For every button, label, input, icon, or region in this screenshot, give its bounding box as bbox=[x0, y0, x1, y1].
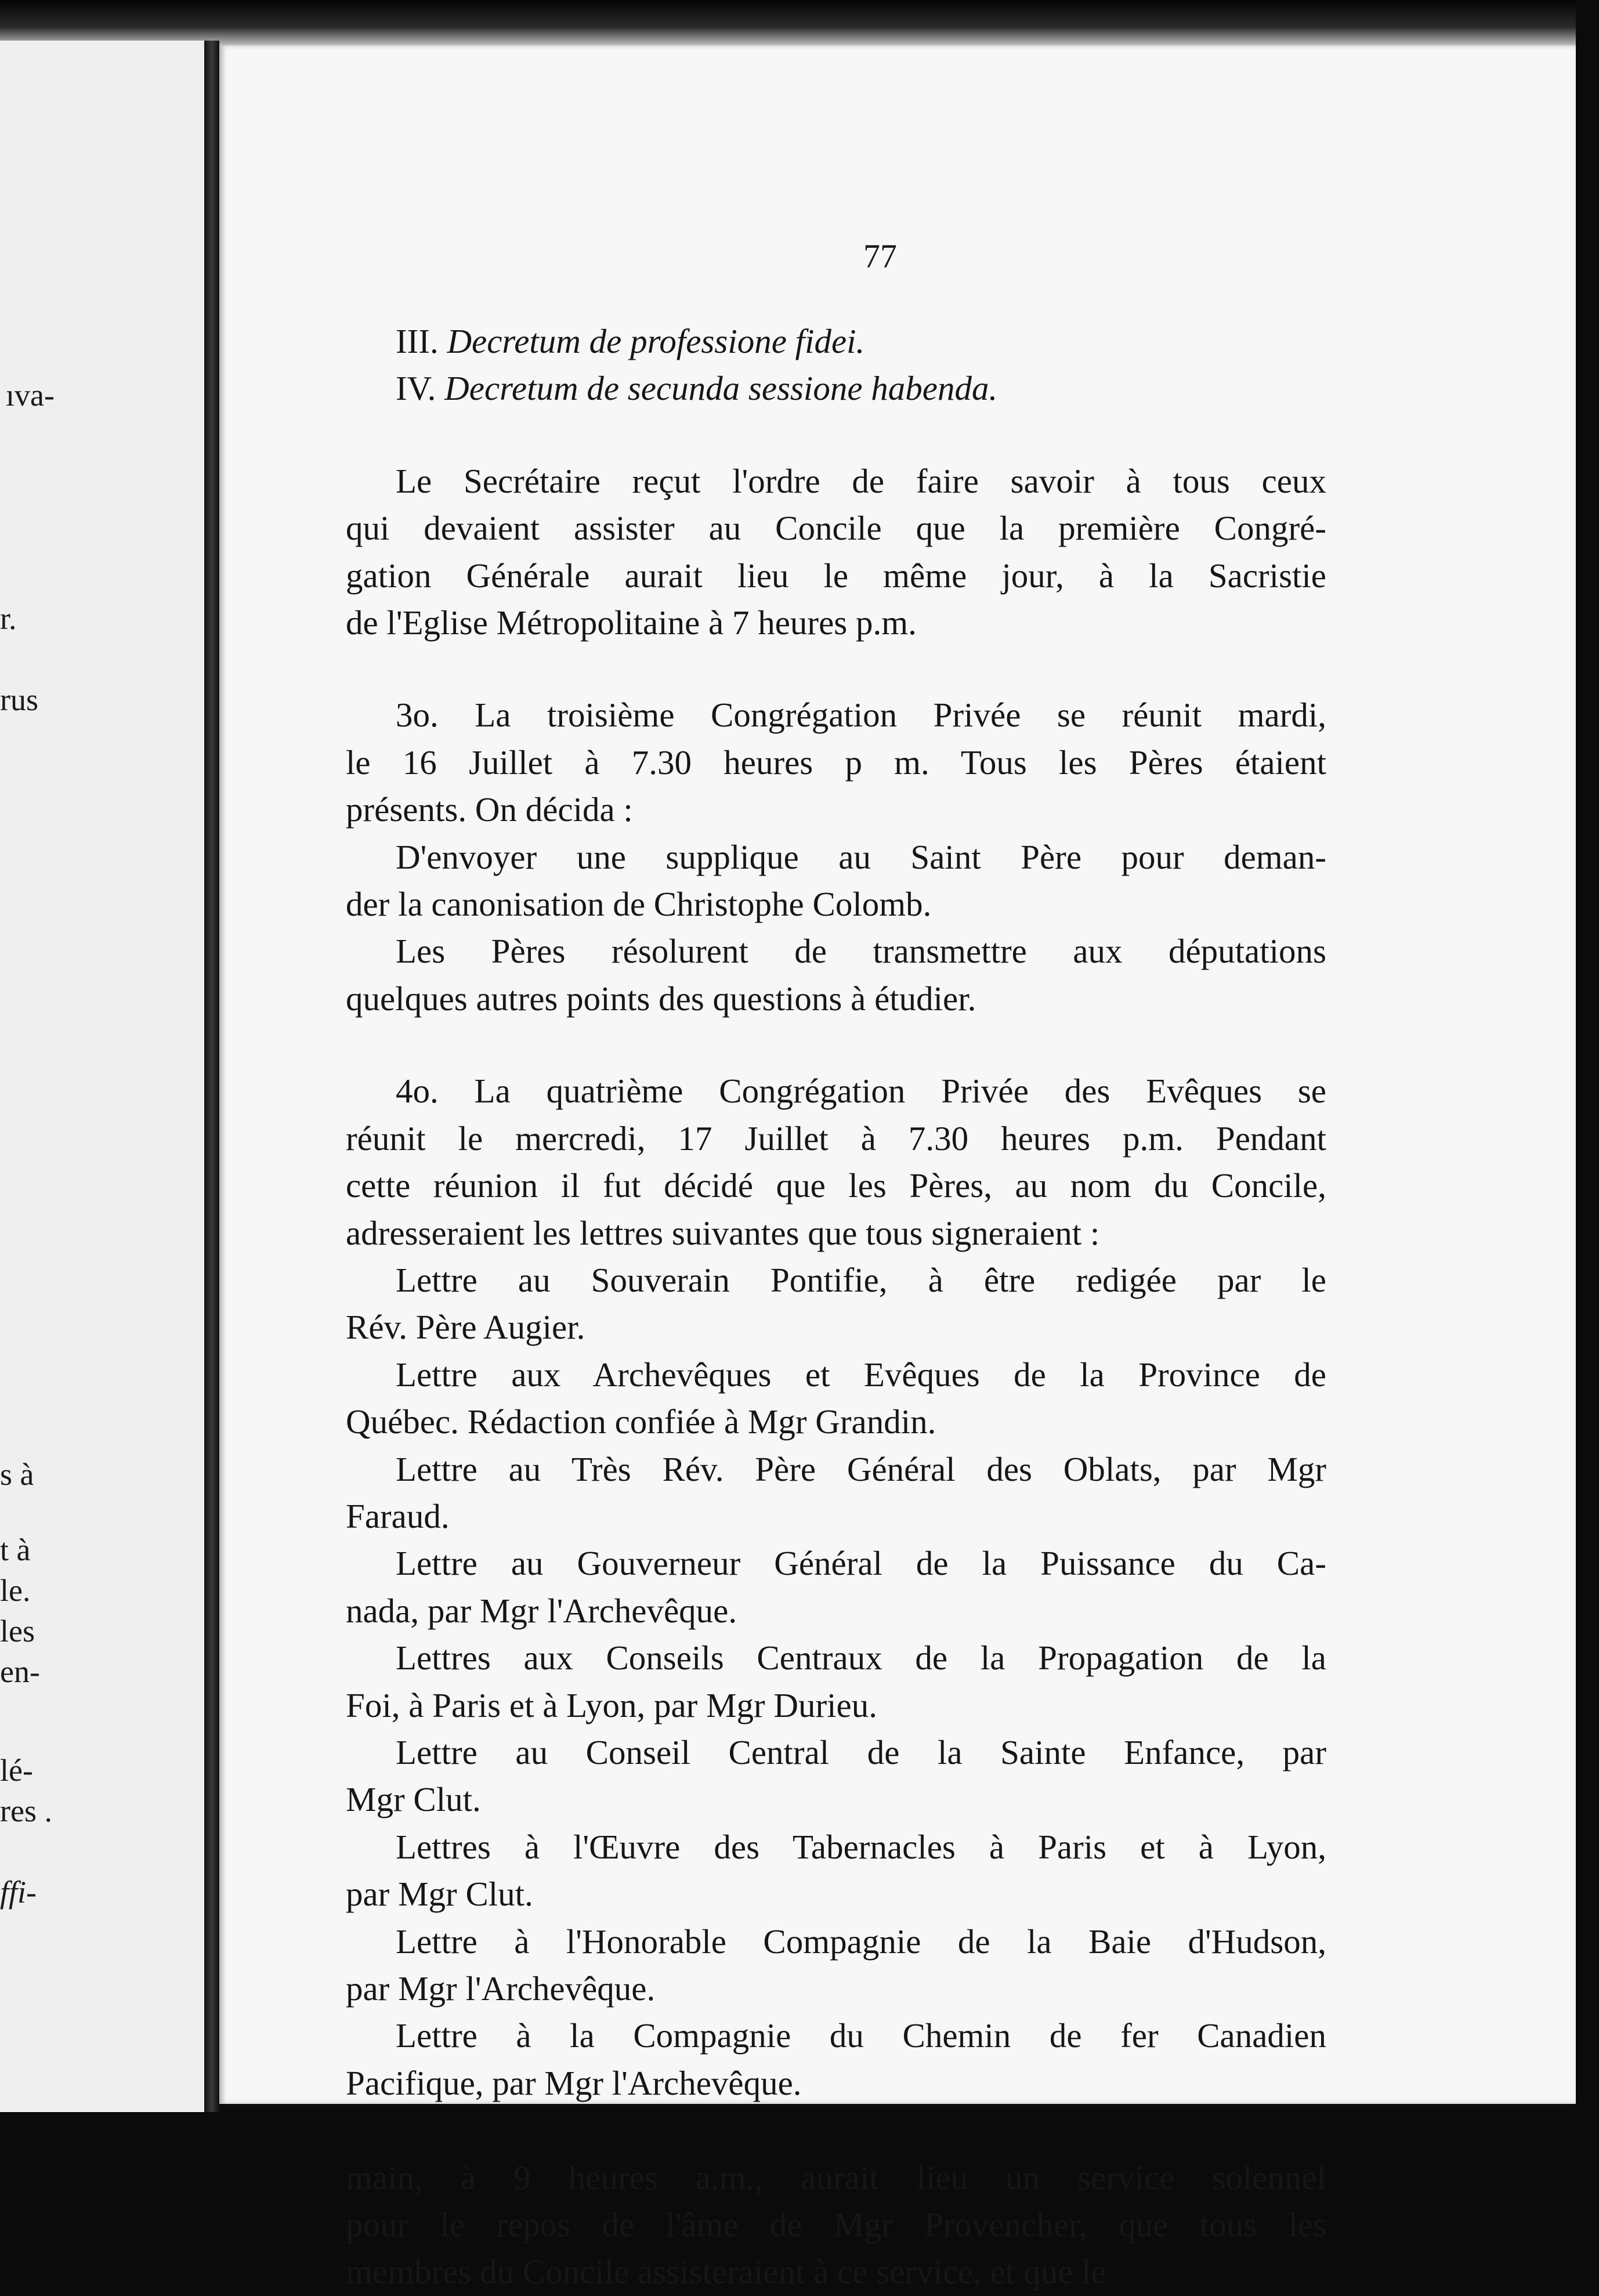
text-line: Les Pères résolurent de transmettre aux députations bbox=[396, 932, 1326, 971]
text-line: par Mgr Clut. bbox=[346, 1875, 533, 1914]
paragraph bbox=[346, 1918, 1326, 2013]
text-line: présents. On décida : bbox=[346, 790, 633, 829]
paragraph-gap bbox=[346, 413, 1326, 458]
text-line: Lettres à l'Œuvre des Tabernacles à Paris et à Lyon, bbox=[396, 1827, 1326, 1866]
decree-line bbox=[346, 318, 1326, 365]
text-line: le 16 Juillet à 7.30 heures p m. Tous les Pères étaient bbox=[346, 743, 1326, 782]
text-line: Lettre au Souverain Pontifie, à être redigée par le bbox=[396, 1260, 1326, 1299]
paragraph bbox=[346, 1068, 1326, 1257]
paragraph-gap bbox=[346, 1022, 1326, 1068]
paragraph bbox=[346, 1540, 1326, 1635]
text-line: 4o. La quatrième Congrégation Privée des Evêques se bbox=[396, 1072, 1326, 1111]
paragraph bbox=[346, 1446, 1326, 1541]
left-fragment: en- bbox=[0, 1654, 40, 1689]
text-line: qui devaient assister au Concile que la première Congré- bbox=[346, 509, 1326, 548]
text-line: nada, par Mgr l'Archevêque. bbox=[346, 1591, 737, 1630]
left-fragment: rus bbox=[0, 682, 38, 717]
decree-title: Decretum de professione fidei. bbox=[447, 322, 865, 360]
text-line: Lettre à la Compagnie du Chemin de fer Canadien bbox=[396, 2016, 1326, 2055]
text-line: Mgr Clut. bbox=[346, 1780, 481, 1819]
paragraph bbox=[346, 458, 1326, 647]
page-number: 77 bbox=[863, 237, 897, 275]
text-line: Faraud. bbox=[346, 1496, 450, 1535]
decree-line bbox=[346, 365, 1326, 412]
text-line: Lettres aux Conseils Centraux de la Propagation de la bbox=[396, 1639, 1326, 1677]
text-line: cette réunion il fut décidé que les Pères, au nom du Concile, bbox=[346, 1166, 1326, 1205]
text-line: 3o. La troisième Congrégation Privée se réunit mardi, bbox=[396, 696, 1326, 735]
scan-top-edge bbox=[0, 0, 1599, 45]
left-fragment: t à bbox=[0, 1532, 31, 1567]
text-line: der la canonisation de Christophe Colomb. bbox=[346, 885, 932, 924]
text-line: Lettre aux Archevêques et Evêques de la Province de bbox=[396, 1355, 1326, 1394]
text-line: main, à 9 heures a.m., aurait lieu un service solennel bbox=[346, 2158, 1326, 2197]
paragraph bbox=[346, 1729, 1326, 1824]
text-line: Lettre à l'Honorable Compagnie de la Baie d'Hudson, bbox=[396, 1922, 1326, 1961]
text-line: Pacifique, par Mgr l'Archevêque. bbox=[346, 2063, 802, 2102]
text-line: membres du Concile assisteraient à ce service, et que le bbox=[346, 2252, 1106, 2291]
left-fragment: le. bbox=[0, 1573, 31, 1608]
scan-right-edge bbox=[1576, 0, 1599, 2149]
decree-numeral: III. bbox=[396, 322, 439, 360]
decree-numeral: IV. bbox=[396, 369, 436, 408]
paragraph bbox=[346, 1824, 1326, 1918]
text-line: Lettre au Très Rév. Père Général des Oblats, par Mgr bbox=[396, 1449, 1326, 1488]
left-page-edge bbox=[0, 41, 204, 2112]
text-line: D'envoyer une supplique au Saint Père pour deman- bbox=[396, 837, 1326, 876]
decree-title: Decretum de secunda sessione habenda. bbox=[444, 369, 998, 408]
left-fragment: ffi- bbox=[0, 1875, 37, 1910]
left-fragment: lé- bbox=[0, 1753, 33, 1788]
paragraph bbox=[346, 1635, 1326, 1729]
left-fragment: res . bbox=[0, 1794, 52, 1828]
text-line: Foi, à Paris et à Lyon, par Mgr Durieu. bbox=[346, 1686, 877, 1724]
text-line: Lettre au Gouverneur Général de la Puissance du Ca- bbox=[396, 1544, 1326, 1583]
paragraph bbox=[346, 1257, 1326, 1351]
text-line: réunit le mercredi, 17 Juillet à 7.30 heures p.m. Pendant bbox=[346, 1119, 1326, 1158]
text-line: de l'Eglise Métropolitaine à 7 heures p.m. bbox=[346, 603, 917, 642]
paragraph bbox=[346, 1351, 1326, 1446]
scan-bottom-edge bbox=[0, 2112, 1599, 2149]
left-fragment: r. bbox=[0, 601, 17, 636]
text-line: quelques autres points des questions à étudier. bbox=[346, 979, 976, 1018]
left-fragment: s à bbox=[0, 1457, 34, 1492]
paragraph bbox=[346, 692, 1326, 833]
text-line: pour le repos de l'âme de Mgr Provencher, que tous les bbox=[346, 2205, 1326, 2244]
right-page bbox=[219, 45, 1576, 2291]
book-gutter bbox=[204, 41, 219, 2112]
paragraph bbox=[346, 928, 1326, 1022]
text-line: gation Générale aurait lieu le même jour, à la Sacristie bbox=[346, 556, 1326, 595]
paragraph bbox=[346, 2012, 1326, 2107]
paragraph bbox=[346, 834, 1326, 928]
left-fragment: ıva- bbox=[6, 378, 55, 413]
text-line: Le Secrétaire reçut l'ordre de faire savoir à tous ceux bbox=[396, 461, 1326, 500]
text-line: Québec. Rédaction confiée à Mgr Grandin. bbox=[346, 1402, 936, 1441]
page-body bbox=[346, 318, 1326, 2296]
left-fragment: les bbox=[0, 1614, 35, 1648]
text-line: Lettre au Conseil Central de la Sainte Enfance, par bbox=[396, 1733, 1326, 1771]
text-line: adresseraient les lettres suivantes que tous signeraient : bbox=[346, 1213, 1100, 1252]
text-line: par Mgr l'Archevêque. bbox=[346, 1969, 656, 2008]
text-line: Rév. Père Augier. bbox=[346, 1308, 585, 1347]
paragraph-gap bbox=[346, 646, 1326, 692]
